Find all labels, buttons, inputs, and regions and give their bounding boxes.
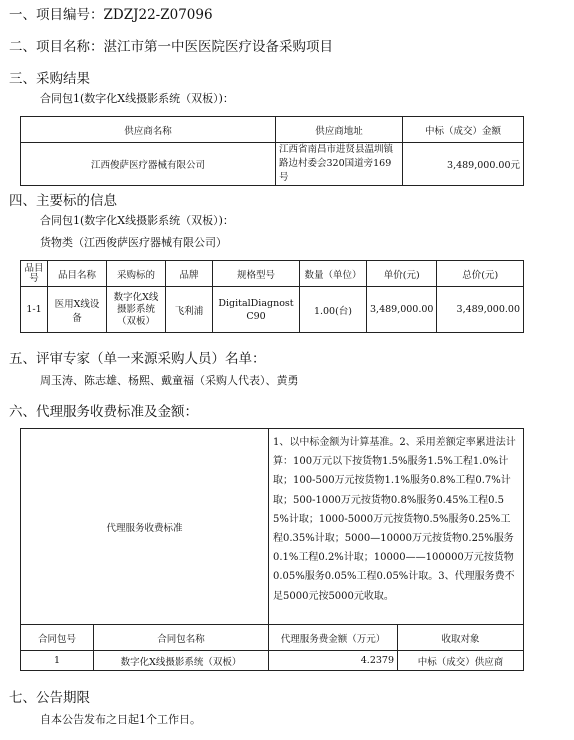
section-experts: 五、评审专家（单一来源采购人员）名单： (9, 351, 266, 367)
result-table (20, 116, 524, 186)
section-procurement-result: 三、采购结果 (9, 71, 90, 87)
fee-cell-package-name: 数字化X线摄影系统（双板） (94, 651, 269, 671)
target-cell-brand: 飞利浦 (166, 287, 213, 333)
fee-cell-package-no: 1 (21, 651, 94, 671)
fee-header-package-no: 合同包号 (21, 625, 94, 651)
result-supplier-name: 江西俊萨医疗器械有限公司 (21, 143, 276, 186)
target-header-total-price: 总价(元) (437, 261, 524, 287)
notice-period-text: 自本公告发布之日起1个工作日。 (40, 713, 201, 726)
fee-table (20, 428, 524, 671)
target-cell-item: 医用X线设备 (48, 287, 107, 333)
result-supplier-address: 江西省南昌市进贤县温圳镇路边村委会320国道旁169号 (276, 143, 403, 186)
fee-header-payer: 收取对象 (398, 625, 524, 651)
target-cell-quantity: 1.00(台) (300, 287, 367, 333)
result-package-label: 合同包1(数字化X线摄影系统（双板）)： (40, 92, 234, 105)
section-main-target: 四、主要标的信息 (9, 193, 117, 209)
target-package-label: 合同包1(数字化X线摄影系统（双板）)： (40, 214, 234, 227)
target-header-subject: 采购标的 (107, 261, 166, 287)
expert-names: 周玉涛、陈志雄、杨熙、戴童福（采购人代表）、黄勇 (40, 374, 299, 387)
target-cell-no: 1-1 (21, 287, 48, 333)
fee-cell-payer: 中标（成交）供应商 (398, 651, 524, 671)
target-header-item: 品目名称 (48, 261, 107, 287)
fee-header-amount: 代理服务费金额（万元） (269, 625, 398, 651)
fee-standard-text: 1、以中标金额为计算基准。2、采用差额定率累进法计算：100万元以下按货物1.5%服务1.5%工程1.0%计取；100-500万元按货物1.1%服务0.8%工程0.7%计取；500-1000万元按货物0.8%服务0.45%工程0.55%计取；1000-5000万元按货物0.5%服务0.25%工程0.35%计取；5000—10000万元按货物0.25%服务0.1%工程0.2%计取；10000——100000万元按货物0.05%服务0.05%工程0.05%计取。3、代理服务费不足5000元按5000元收取。 (269, 429, 524, 625)
target-cell-total-price: 3,489,000.00 (437, 287, 524, 333)
section-agency-fee: 六、代理服务收费标准及金额： (9, 404, 198, 420)
section-project-number: 一、项目编号：ZDZJ22-Z07096 (9, 7, 213, 23)
result-header-address: 供应商地址 (276, 117, 403, 143)
target-cell-subject: 数字化X线摄影系统（双板） (107, 287, 166, 333)
target-cell-model: DigitalDiagnost C90 (213, 287, 300, 333)
target-header-brand: 品牌 (166, 261, 213, 287)
target-header-no: 品目号 (21, 261, 48, 287)
target-table (20, 260, 524, 333)
result-header-amount: 中标（成交）金额 (403, 117, 524, 143)
fee-standard-label: 代理服务收费标准 (21, 429, 269, 625)
section-project-name: 二、项目名称：湛江市第一中医医院医疗设备采购项目 (9, 39, 333, 55)
fee-header-package-name: 合同包名称 (94, 625, 269, 651)
target-header-quantity: 数量（单位） (300, 261, 367, 287)
section-notice-period: 七、公告期限 (9, 690, 90, 706)
fee-cell-amount: 4.2379 (269, 651, 398, 671)
target-header-model: 规格型号 (213, 261, 300, 287)
target-header-unit-price: 单价(元) (367, 261, 437, 287)
target-category-label: 货物类（江西俊萨医疗器械有限公司） (40, 236, 227, 249)
result-amount: 3,489,000.00元 (403, 143, 524, 186)
target-cell-unit-price: 3,489,000.00 (367, 287, 437, 333)
result-header-name: 供应商名称 (21, 117, 276, 143)
